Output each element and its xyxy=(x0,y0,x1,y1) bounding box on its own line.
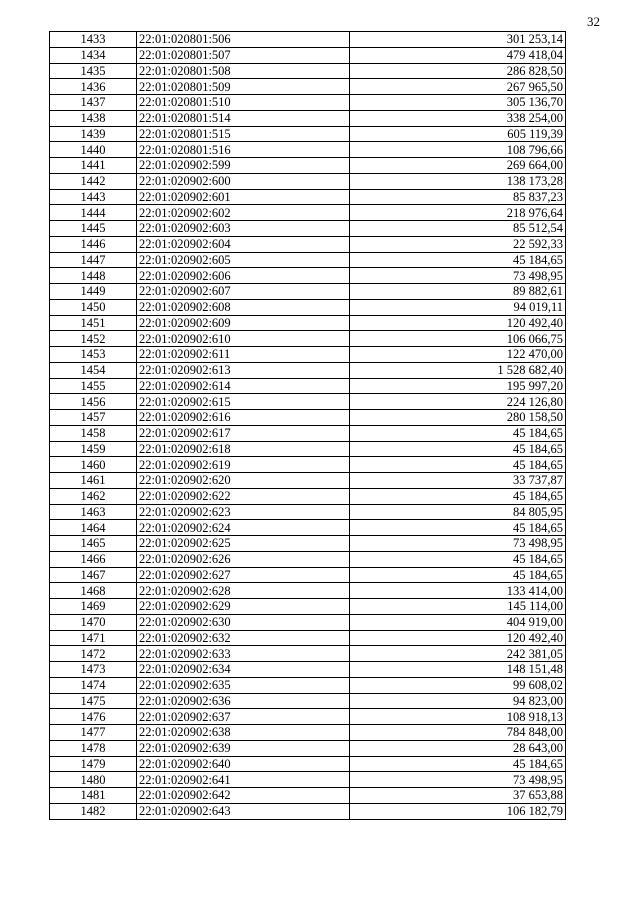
cadastral-number-cell: 22:01:020902:610 xyxy=(137,331,350,347)
table-row xyxy=(50,315,566,331)
cadastral-number-cell: 22:01:020902:620 xyxy=(137,473,350,489)
cadastral-number-cell: 22:01:020902:642 xyxy=(137,788,350,804)
cadastral-number-cell: 22:01:020902:616 xyxy=(137,410,350,426)
table-row xyxy=(50,441,566,457)
row-number-cell: 1467 xyxy=(50,567,137,583)
cadastral-number-cell: 22:01:020902:634 xyxy=(137,662,350,678)
page-number: 32 xyxy=(587,14,600,29)
row-number-cell: 1481 xyxy=(50,788,137,804)
table-row xyxy=(50,457,566,473)
cadastral-number-cell: 22:01:020801:507 xyxy=(137,47,350,63)
cadastral-value-cell: 22 592,33 xyxy=(350,236,566,252)
row-number-cell: 1449 xyxy=(50,284,137,300)
cadastral-value-cell: 133 414,00 xyxy=(350,583,566,599)
cadastral-value-cell: 45 184,65 xyxy=(350,488,566,504)
cadastral-value-cell: 45 184,65 xyxy=(350,441,566,457)
row-number-cell: 1441 xyxy=(50,158,137,174)
table-row xyxy=(50,142,566,158)
row-number-cell: 1462 xyxy=(50,488,137,504)
table-row xyxy=(50,599,566,615)
cadastral-number-cell: 22:01:020902:622 xyxy=(137,488,350,504)
cadastral-value-cell: 269 664,00 xyxy=(350,158,566,174)
row-number-cell: 1466 xyxy=(50,551,137,567)
table-row xyxy=(50,79,566,95)
row-number-cell: 1473 xyxy=(50,662,137,678)
row-number-cell: 1460 xyxy=(50,457,137,473)
cadastral-value-cell: 338 254,00 xyxy=(350,110,566,126)
cadastral-number-cell: 22:01:020801:514 xyxy=(137,110,350,126)
cadastral-value-cell: 84 805,95 xyxy=(350,504,566,520)
row-number-cell: 1448 xyxy=(50,268,137,284)
table-row xyxy=(50,709,566,725)
table-row xyxy=(50,520,566,536)
table-row xyxy=(50,677,566,693)
cadastral-value-cell: 280 158,50 xyxy=(350,410,566,426)
table-row xyxy=(50,551,566,567)
row-number-cell: 1444 xyxy=(50,205,137,221)
cadastral-value-cell: 94 823,00 xyxy=(350,693,566,709)
cadastral-number-cell: 22:01:020902:603 xyxy=(137,221,350,237)
table-row xyxy=(50,347,566,363)
table-row xyxy=(50,803,566,819)
cadastral-number-cell: 22:01:020902:609 xyxy=(137,315,350,331)
cadastral-value-cell: 73 498,95 xyxy=(350,536,566,552)
table-row xyxy=(50,394,566,410)
cadastral-number-cell: 22:01:020902:608 xyxy=(137,299,350,315)
cadastral-value-cell: 195 997,20 xyxy=(350,378,566,394)
cadastral-value-cell: 286 828,50 xyxy=(350,63,566,79)
row-number-cell: 1465 xyxy=(50,536,137,552)
cadastral-number-cell: 22:01:020902:607 xyxy=(137,284,350,300)
cadastral-value-cell: 148 151,48 xyxy=(350,662,566,678)
cadastral-value-cell: 45 184,65 xyxy=(350,457,566,473)
table-row xyxy=(50,693,566,709)
cadastral-value-cell: 89 882,61 xyxy=(350,284,566,300)
cadastral-value-cell: 33 737,87 xyxy=(350,473,566,489)
table-row xyxy=(50,536,566,552)
row-number-cell: 1471 xyxy=(50,630,137,646)
table-row xyxy=(50,158,566,174)
table-row xyxy=(50,126,566,142)
cadastral-value-cell: 73 498,95 xyxy=(350,772,566,788)
cadastral-number-cell: 22:01:020801:508 xyxy=(137,63,350,79)
table-row xyxy=(50,772,566,788)
row-number-cell: 1457 xyxy=(50,410,137,426)
row-number-cell: 1461 xyxy=(50,473,137,489)
row-number-cell: 1475 xyxy=(50,693,137,709)
cadastral-value-table xyxy=(49,31,566,820)
cadastral-value-cell: 224 126,80 xyxy=(350,394,566,410)
cadastral-number-cell: 22:01:020902:629 xyxy=(137,599,350,615)
cadastral-number-cell: 22:01:020902:625 xyxy=(137,536,350,552)
cadastral-number-cell: 22:01:020902:605 xyxy=(137,252,350,268)
row-number-cell: 1434 xyxy=(50,47,137,63)
cadastral-value-cell: 305 136,70 xyxy=(350,95,566,111)
row-number-cell: 1458 xyxy=(50,425,137,441)
cadastral-value-cell: 108 796,66 xyxy=(350,142,566,158)
cadastral-number-cell: 22:01:020902:601 xyxy=(137,189,350,205)
cadastral-value-cell: 122 470,00 xyxy=(350,347,566,363)
row-number-cell: 1476 xyxy=(50,709,137,725)
cadastral-number-cell: 22:01:020902:615 xyxy=(137,394,350,410)
cadastral-value-cell: 605 119,39 xyxy=(350,126,566,142)
cadastral-value-cell: 479 418,04 xyxy=(350,47,566,63)
table-row xyxy=(50,504,566,520)
table-row xyxy=(50,646,566,662)
table-row xyxy=(50,221,566,237)
cadastral-value-cell: 1 528 682,40 xyxy=(350,362,566,378)
cadastral-number-cell: 22:01:020902:637 xyxy=(137,709,350,725)
row-number-cell: 1437 xyxy=(50,95,137,111)
cadastral-value-cell: 120 492,40 xyxy=(350,315,566,331)
table-row xyxy=(50,410,566,426)
row-number-cell: 1459 xyxy=(50,441,137,457)
cadastral-number-cell: 22:01:020902:618 xyxy=(137,441,350,457)
cadastral-number-cell: 22:01:020902:599 xyxy=(137,158,350,174)
table-row xyxy=(50,614,566,630)
cadastral-value-cell: 85 837,23 xyxy=(350,189,566,205)
cadastral-number-cell: 22:01:020902:643 xyxy=(137,803,350,819)
cadastral-number-cell: 22:01:020801:506 xyxy=(137,32,350,48)
cadastral-number-cell: 22:01:020801:509 xyxy=(137,79,350,95)
row-number-cell: 1450 xyxy=(50,299,137,315)
cadastral-value-cell: 37 653,88 xyxy=(350,788,566,804)
cadastral-value-cell: 28 643,00 xyxy=(350,740,566,756)
row-number-cell: 1442 xyxy=(50,173,137,189)
cadastral-value-cell: 242 381,05 xyxy=(350,646,566,662)
table-row xyxy=(50,630,566,646)
cadastral-number-cell: 22:01:020902:606 xyxy=(137,268,350,284)
table-row xyxy=(50,63,566,79)
table-row xyxy=(50,236,566,252)
cadastral-number-cell: 22:01:020902:640 xyxy=(137,756,350,772)
table-row xyxy=(50,788,566,804)
cadastral-value-cell: 301 253,14 xyxy=(350,32,566,48)
cadastral-value-cell: 106 182,79 xyxy=(350,803,566,819)
cadastral-number-cell: 22:01:020902:623 xyxy=(137,504,350,520)
cadastral-value-cell: 404 919,00 xyxy=(350,614,566,630)
table-row xyxy=(50,32,566,48)
cadastral-number-cell: 22:01:020902:619 xyxy=(137,457,350,473)
row-number-cell: 1456 xyxy=(50,394,137,410)
row-number-cell: 1464 xyxy=(50,520,137,536)
row-number-cell: 1477 xyxy=(50,725,137,741)
table-row xyxy=(50,252,566,268)
cadastral-number-cell: 22:01:020902:630 xyxy=(137,614,350,630)
cadastral-value-cell: 45 184,65 xyxy=(350,252,566,268)
cadastral-number-cell: 22:01:020902:633 xyxy=(137,646,350,662)
cadastral-number-cell: 22:01:020902:602 xyxy=(137,205,350,221)
row-number-cell: 1482 xyxy=(50,803,137,819)
table-row xyxy=(50,662,566,678)
cadastral-value-cell: 45 184,65 xyxy=(350,425,566,441)
cadastral-number-cell: 22:01:020902:639 xyxy=(137,740,350,756)
row-number-cell: 1463 xyxy=(50,504,137,520)
row-number-cell: 1452 xyxy=(50,331,137,347)
cadastral-value-cell: 85 512,54 xyxy=(350,221,566,237)
cadastral-number-cell: 22:01:020902:641 xyxy=(137,772,350,788)
table-row xyxy=(50,583,566,599)
cadastral-number-cell: 22:01:020801:516 xyxy=(137,142,350,158)
cadastral-number-cell: 22:01:020801:515 xyxy=(137,126,350,142)
cadastral-value-cell: 120 492,40 xyxy=(350,630,566,646)
table-row xyxy=(50,488,566,504)
table-row xyxy=(50,299,566,315)
row-number-cell: 1438 xyxy=(50,110,137,126)
table-row xyxy=(50,47,566,63)
table-row xyxy=(50,284,566,300)
table-row xyxy=(50,473,566,489)
row-number-cell: 1447 xyxy=(50,252,137,268)
cadastral-value-cell: 45 184,65 xyxy=(350,551,566,567)
cadastral-number-cell: 22:01:020902:600 xyxy=(137,173,350,189)
row-number-cell: 1433 xyxy=(50,32,137,48)
table-row xyxy=(50,331,566,347)
row-number-cell: 1455 xyxy=(50,378,137,394)
cadastral-number-cell: 22:01:020902:604 xyxy=(137,236,350,252)
row-number-cell: 1436 xyxy=(50,79,137,95)
table-row xyxy=(50,268,566,284)
row-number-cell: 1469 xyxy=(50,599,137,615)
row-number-cell: 1468 xyxy=(50,583,137,599)
cadastral-value-cell: 45 184,65 xyxy=(350,567,566,583)
cadastral-value-cell: 99 608,02 xyxy=(350,677,566,693)
table-body xyxy=(50,32,566,820)
cadastral-number-cell: 22:01:020902:626 xyxy=(137,551,350,567)
cadastral-number-cell: 22:01:020902:611 xyxy=(137,347,350,363)
cadastral-value-cell: 45 184,65 xyxy=(350,520,566,536)
cadastral-value-cell: 108 918,13 xyxy=(350,709,566,725)
row-number-cell: 1439 xyxy=(50,126,137,142)
row-number-cell: 1443 xyxy=(50,189,137,205)
cadastral-number-cell: 22:01:020902:627 xyxy=(137,567,350,583)
cadastral-number-cell: 22:01:020801:510 xyxy=(137,95,350,111)
row-number-cell: 1435 xyxy=(50,63,137,79)
row-number-cell: 1470 xyxy=(50,614,137,630)
cadastral-value-cell: 45 184,65 xyxy=(350,756,566,772)
cadastral-value-cell: 106 066,75 xyxy=(350,331,566,347)
cadastral-value-cell: 94 019,11 xyxy=(350,299,566,315)
row-number-cell: 1445 xyxy=(50,221,137,237)
table-row xyxy=(50,110,566,126)
row-number-cell: 1478 xyxy=(50,740,137,756)
cadastral-number-cell: 22:01:020902:635 xyxy=(137,677,350,693)
row-number-cell: 1472 xyxy=(50,646,137,662)
table-row xyxy=(50,725,566,741)
cadastral-value-cell: 138 173,28 xyxy=(350,173,566,189)
cadastral-number-cell: 22:01:020902:614 xyxy=(137,378,350,394)
table-row xyxy=(50,567,566,583)
cadastral-value-cell: 218 976,64 xyxy=(350,205,566,221)
row-number-cell: 1446 xyxy=(50,236,137,252)
cadastral-value-cell: 267 965,50 xyxy=(350,79,566,95)
row-number-cell: 1454 xyxy=(50,362,137,378)
cadastral-value-cell: 145 114,00 xyxy=(350,599,566,615)
row-number-cell: 1451 xyxy=(50,315,137,331)
row-number-cell: 1453 xyxy=(50,347,137,363)
cadastral-number-cell: 22:01:020902:636 xyxy=(137,693,350,709)
table-row xyxy=(50,756,566,772)
row-number-cell: 1474 xyxy=(50,677,137,693)
table-row xyxy=(50,740,566,756)
table-row xyxy=(50,173,566,189)
table-row xyxy=(50,425,566,441)
cadastral-number-cell: 22:01:020902:632 xyxy=(137,630,350,646)
table-row xyxy=(50,189,566,205)
table-row xyxy=(50,378,566,394)
cadastral-number-cell: 22:01:020902:613 xyxy=(137,362,350,378)
row-number-cell: 1479 xyxy=(50,756,137,772)
cadastral-number-cell: 22:01:020902:638 xyxy=(137,725,350,741)
table-row xyxy=(50,362,566,378)
row-number-cell: 1480 xyxy=(50,772,137,788)
cadastral-number-cell: 22:01:020902:617 xyxy=(137,425,350,441)
cadastral-value-cell: 784 848,00 xyxy=(350,725,566,741)
row-number-cell: 1440 xyxy=(50,142,137,158)
table-row xyxy=(50,95,566,111)
cadastral-value-cell: 73 498,95 xyxy=(350,268,566,284)
cadastral-number-cell: 22:01:020902:624 xyxy=(137,520,350,536)
cadastral-number-cell: 22:01:020902:628 xyxy=(137,583,350,599)
table-row xyxy=(50,205,566,221)
